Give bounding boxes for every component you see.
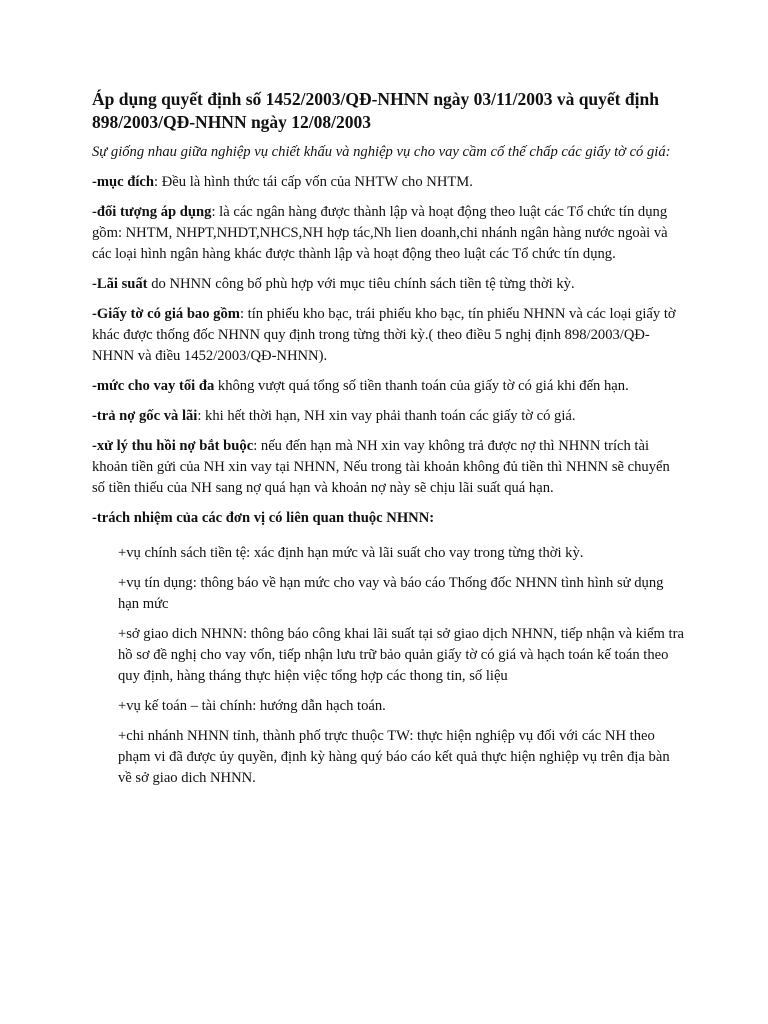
paragraph-text: : là các ngân hàng được thành lập và hoạt động theo luật các Tổ chức tín dụng gồm: NHTM, NHPT,NHDT,NHCS,NH hợp tác,Nh lien doanh,chi nhánh ngân hàng nước ngoài và các loại hình ngân hàng khác được thành lập và hoạt động theo luật các Tổ chức tín dụng. xyxy=(92,204,668,262)
paragraph-label: -mục đích xyxy=(92,174,155,190)
paragraph-label: -Lãi suất xyxy=(92,276,148,292)
paragraph-text: : khi hết thời hạn, NH xin vay phải thanh toán các giấy tờ có giá. xyxy=(197,408,576,424)
paragraph-text: : tín phiếu kho bạc, trái phiếu kho bạc, tín phiếu NHNN và các loại giấy tờ khác được thống đốc NHNN quy định trong từng thời kỳ.( theo điều 5 nghị định 898/2003/QĐ-NHNN và điều 1452/2003/QĐ-NHNN). xyxy=(92,306,676,364)
list-item: +sở giao dich NHNN: thông báo công khai lãi suất tại sở giao dịch NHNN, tiếp nhận và kiểm tra hồ sơ đề nghị cho vay vốn, tiếp nhận lưu trữ bảo quản giấy tờ có giá và hạch toán kế toán theo quy định, hàng tháng thực hiện việc tổng hợp các thong tin, số liệu xyxy=(118,626,684,684)
list-item: +vụ chính sách tiền tệ: xác định hạn mức và lãi suất cho vay trong từng thời kỳ. xyxy=(118,545,584,561)
paragraph-text: : nếu đến hạn mà NH xin vay không trả được nợ thì NHNN trích tài khoản tiền gửi của NH xin vay tại NHNN, Nếu trong tài khoản không đủ tiền thì NHNN sẽ chuyển số tiền thiếu của NH sang nợ quá hạn và khoản nợ này sẽ chịu lãi suất quá hạn. xyxy=(92,438,670,496)
paragraph-label: -trả nợ gốc và lãi xyxy=(92,408,198,424)
list-item: +vụ kế toán – tài chính: hướng dẫn hạch toán. xyxy=(118,698,386,714)
paragraph-giay-to xyxy=(92,304,686,367)
paragraph-xu-ly xyxy=(92,436,686,499)
paragraph-label: -mức cho vay tối đa xyxy=(92,378,215,394)
list-item: +vụ tín dụng: thông báo về hạn mức cho vay và báo cáo Thống đốc NHNN tình hình sử dụng hạn mức xyxy=(118,575,664,612)
paragraph-text: không vượt quá tổng số tiền thanh toán của giấy tờ có giá khi đến hạn. xyxy=(214,378,629,394)
paragraph-label: -xử lý thu hồi nợ bắt buộc xyxy=(92,438,254,454)
document-title: Áp dụng quyết định số 1452/2003/QĐ-NHNN ngày 03/11/2003 và quyết định 898/2003/QĐ-NHNN ngày 12/08/2003 xyxy=(92,89,659,132)
paragraph-label: -Giấy tờ có giá bao gồm xyxy=(92,306,240,322)
paragraph-lai-suat xyxy=(92,274,686,295)
list-item: +chi nhánh NHNN tỉnh, thành phố trực thuộc TW: thực hiện nghiệp vụ đối với các NH theo phạm vi đã được ủy quyền, định kỳ hàng quý báo cáo kết quả thực hiện nghiệp vụ trên địa bàn về sở giao dich NHNN. xyxy=(118,728,670,786)
paragraph-text: : Đều là hình thức tái cấp vốn của NHTW cho NHTM. xyxy=(154,174,473,190)
paragraph-muc-dich xyxy=(92,172,686,193)
responsibility-heading: -trách nhiệm của các đơn vị có liên quan thuộc NHNN: xyxy=(92,510,435,526)
paragraph-label: -đối tượng áp dụng xyxy=(92,204,212,220)
paragraph-text: do NHNN công bố phù hợp với mục tiêu chính sách tiền tệ từng thời kỳ. xyxy=(147,276,575,292)
document-subtitle: Sự giống nhau giữa nghiệp vụ chiết khấu và nghiệp vụ cho vay cầm cố thế chấp các giấy tờ có giá: xyxy=(92,144,671,160)
paragraph-tra-no xyxy=(92,406,686,427)
paragraph-muc-cho-vay xyxy=(92,376,686,397)
paragraph-doi-tuong xyxy=(92,202,686,265)
